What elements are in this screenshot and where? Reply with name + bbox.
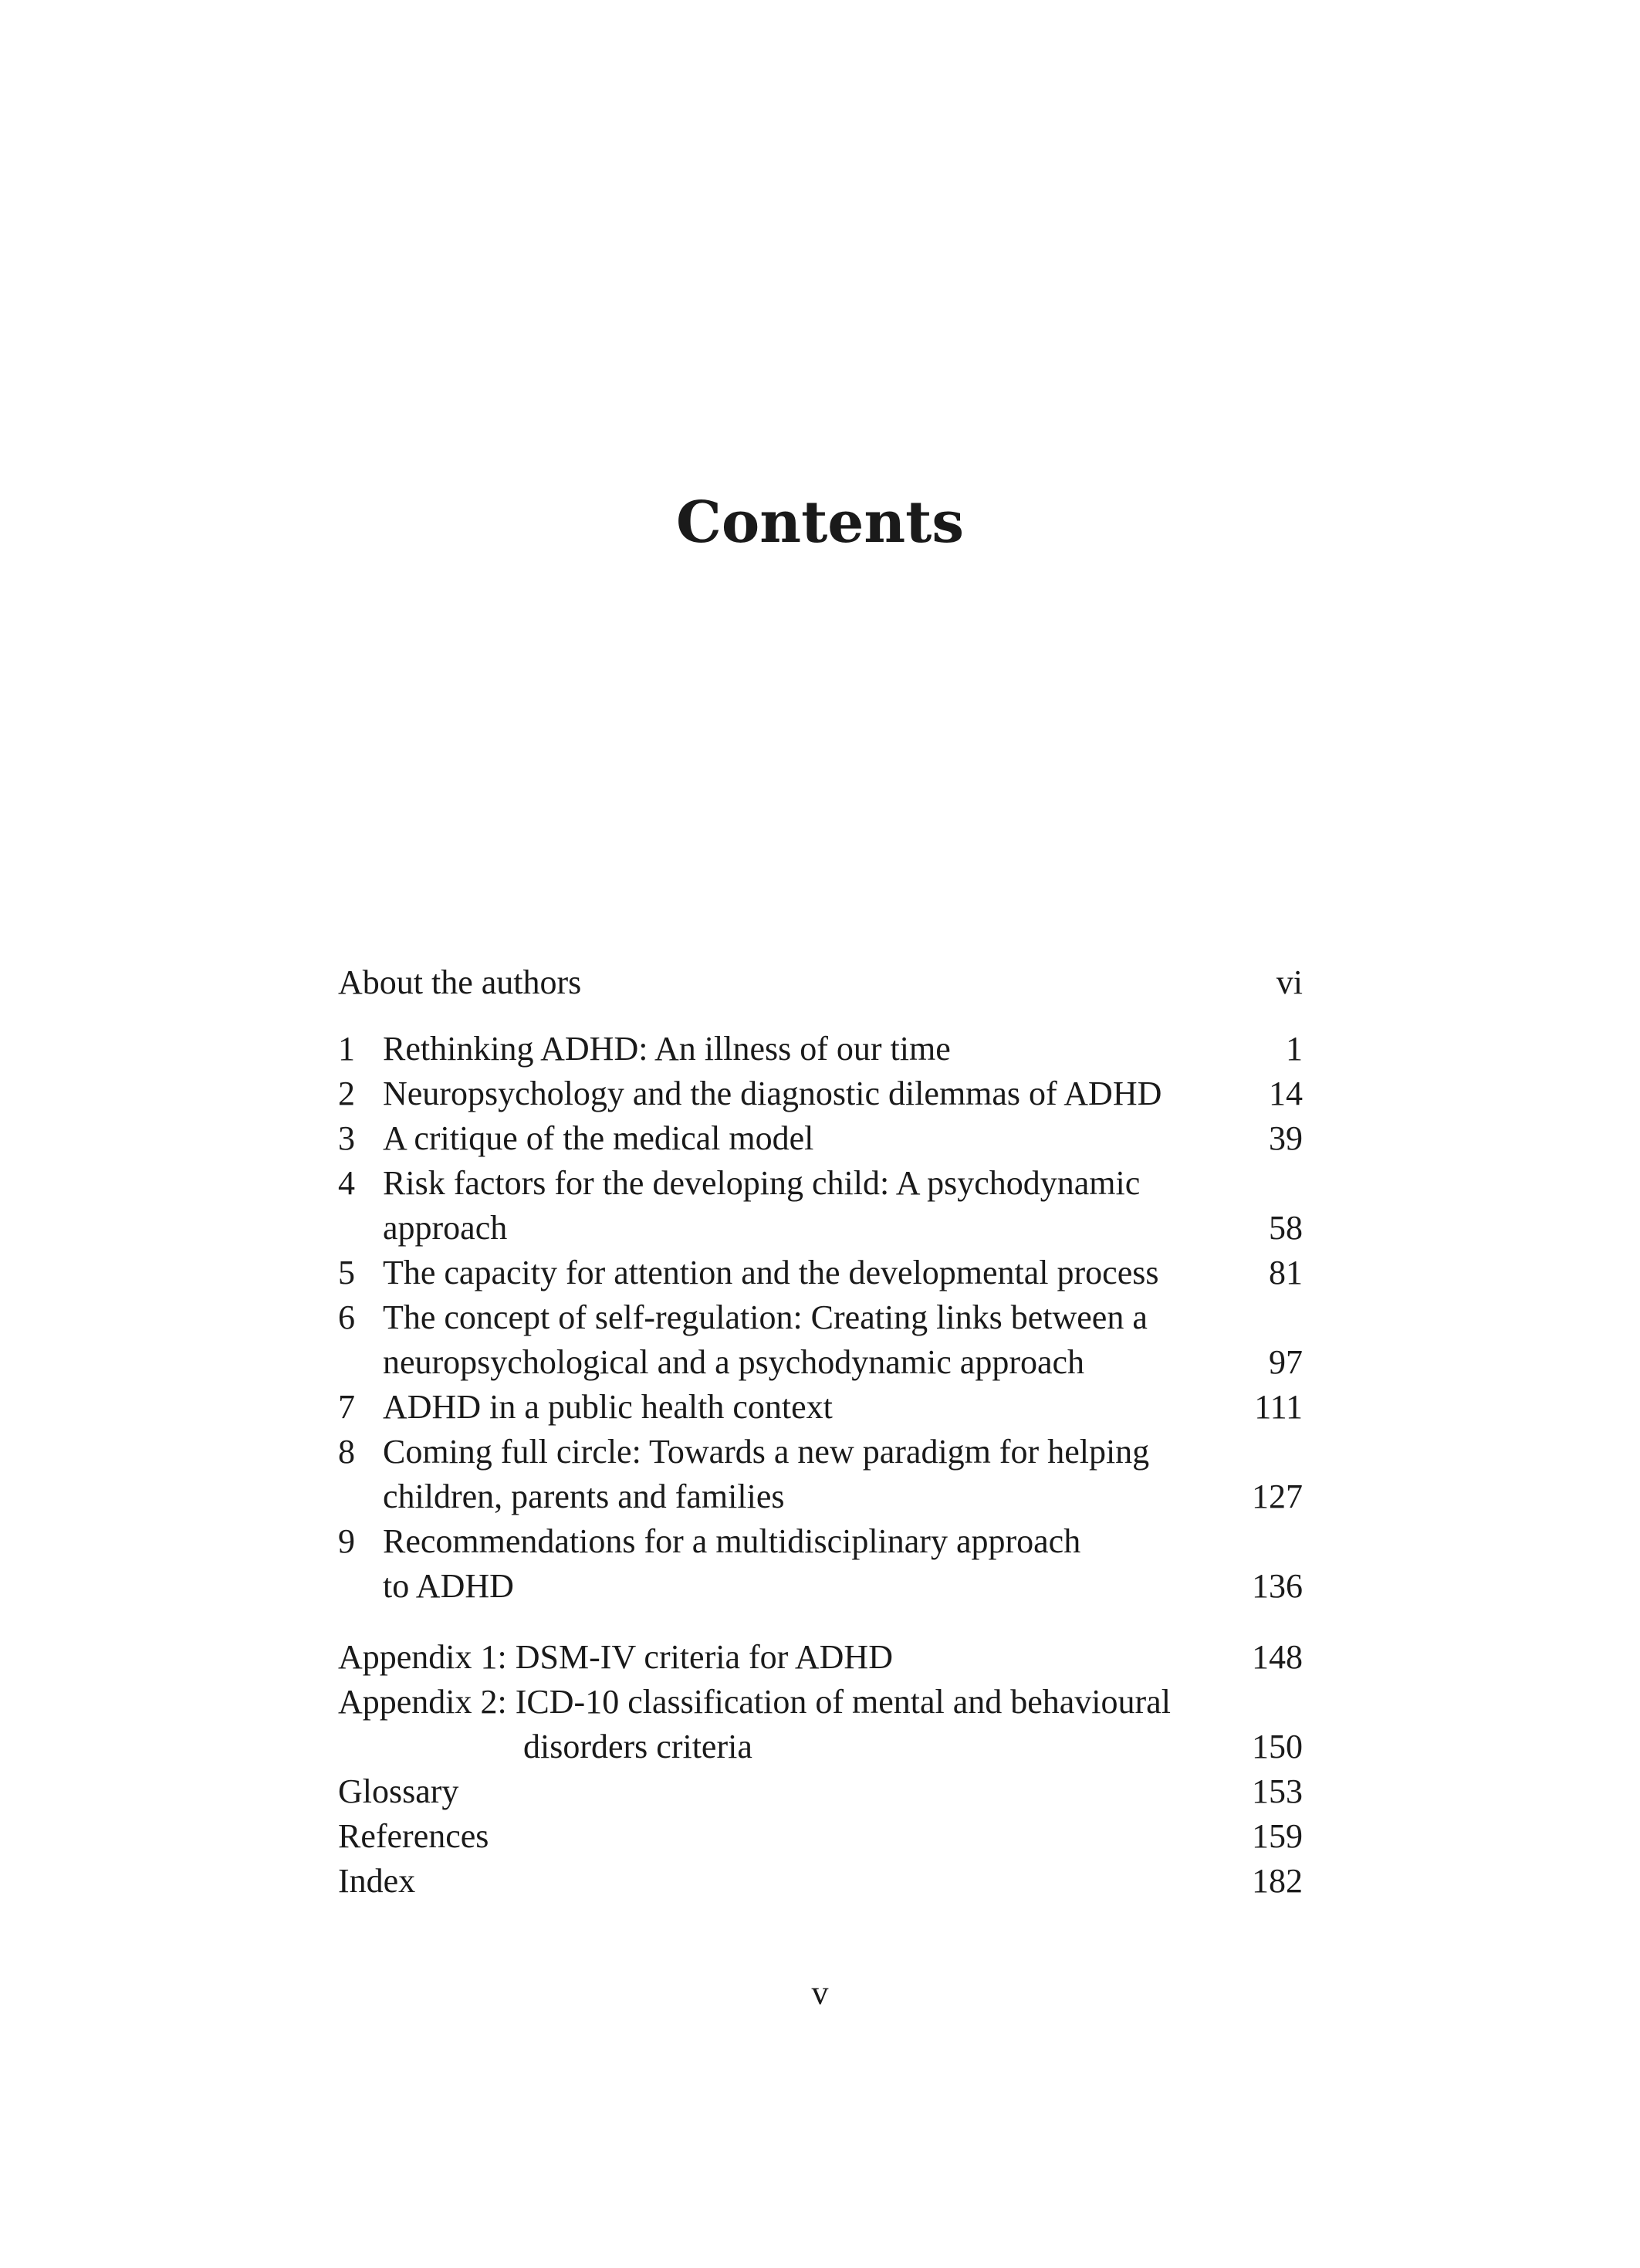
chapter-title-line-1: Risk factors for the developing child: A psychodynamic: [383, 1164, 1141, 1202]
chapter-title: Neuropsychology and the diagnostic dilemmas of ADHD: [383, 1075, 1162, 1112]
toc-chapter-3[interactable]: [338, 1116, 1303, 1161]
toc-entry-about-authors[interactable]: [338, 960, 1303, 1005]
toc-entry-page: vi: [1276, 963, 1303, 1001]
chapter-number: 3: [338, 1119, 355, 1157]
chapter-title-line-2: approach: [383, 1209, 508, 1247]
toc-chapter-4[interactable]: [338, 1161, 1303, 1251]
appendix-title-line-1: ICD-10 classification of mental and behavioural: [515, 1683, 1171, 1721]
chapter-number: 1: [338, 1030, 355, 1068]
appendix-label: Appendix 1:: [338, 1638, 507, 1676]
toc-entry-page: 150: [1252, 1728, 1303, 1765]
toc-entry-appendix-2[interactable]: [338, 1680, 1303, 1769]
toc-entry-appendix-1[interactable]: [338, 1635, 1303, 1680]
toc-entry-title: Glossary: [338, 1772, 459, 1810]
chapter-number: 4: [338, 1164, 355, 1202]
chapter-title: The capacity for attention and the developmental process: [383, 1254, 1159, 1291]
chapter-title: Rethinking ADHD: An illness of our time: [383, 1030, 951, 1068]
chapter-number: 9: [338, 1522, 355, 1560]
chapter-title: A critique of the medical model: [383, 1119, 814, 1157]
chapter-title: ADHD in a public health context: [383, 1388, 833, 1426]
chapter-page: 14: [1269, 1075, 1303, 1112]
toc-entry-title: References: [338, 1817, 489, 1855]
chapter-page: 97: [1269, 1343, 1303, 1381]
chapter-page: 58: [1269, 1209, 1303, 1247]
chapter-page: 1: [1286, 1030, 1303, 1068]
toc-front-matter: [338, 960, 1303, 1005]
appendix-title-line-2: disorders criteria: [523, 1728, 752, 1765]
chapter-title-line-2: children, parents and families: [383, 1478, 785, 1515]
chapter-title-line-1: The concept of self-regulation: Creating links between a: [383, 1298, 1148, 1336]
page-title: Contents: [676, 489, 964, 556]
toc-chapters: [338, 1027, 1303, 1609]
toc-entry-page: 148: [1252, 1638, 1303, 1676]
chapter-title-line-1: Coming full circle: Towards a new paradigm for helping: [383, 1433, 1150, 1471]
chapter-page: 127: [1252, 1478, 1303, 1515]
chapter-number: 2: [338, 1075, 355, 1112]
toc-entry-page: 153: [1252, 1772, 1303, 1810]
toc-chapter-2[interactable]: [338, 1071, 1303, 1116]
toc-chapter-1[interactable]: [338, 1027, 1303, 1071]
toc-chapter-8[interactable]: [338, 1430, 1303, 1519]
chapter-number: 5: [338, 1254, 355, 1291]
chapter-title-line-1: Recommendations for a multidisciplinary approach: [383, 1522, 1081, 1560]
toc-entry-glossary[interactable]: [338, 1769, 1303, 1814]
chapter-page: 111: [1254, 1388, 1303, 1426]
appendix-label: Appendix 2:: [338, 1683, 507, 1721]
toc-back-matter: [338, 1635, 1303, 1904]
toc-entry-title: Index: [338, 1862, 416, 1900]
toc-entry-title: About the authors: [338, 963, 582, 1001]
chapter-number: 7: [338, 1388, 355, 1426]
toc-chapter-7[interactable]: [338, 1385, 1303, 1430]
chapter-page: 81: [1269, 1254, 1303, 1291]
toc-entry-references[interactable]: [338, 1814, 1303, 1859]
chapter-title-line-2: to ADHD: [383, 1567, 514, 1605]
chapter-title-line-2: neuropsychological and a psychodynamic approach: [383, 1343, 1085, 1381]
toc-entry-page: 182: [1252, 1862, 1303, 1900]
toc-entry-page: 159: [1252, 1817, 1303, 1855]
chapter-number: 6: [338, 1298, 355, 1336]
chapter-number: 8: [338, 1433, 355, 1471]
chapter-page: 39: [1269, 1119, 1303, 1157]
toc-chapter-5[interactable]: [338, 1251, 1303, 1295]
toc-chapter-9[interactable]: [338, 1519, 1303, 1609]
chapter-page: 136: [1252, 1567, 1303, 1605]
page-folio: v: [811, 1974, 829, 2012]
appendix-title: DSM-IV criteria for ADHD: [515, 1638, 893, 1676]
toc-chapter-6[interactable]: [338, 1295, 1303, 1385]
toc-entry-index[interactable]: [338, 1859, 1303, 1904]
